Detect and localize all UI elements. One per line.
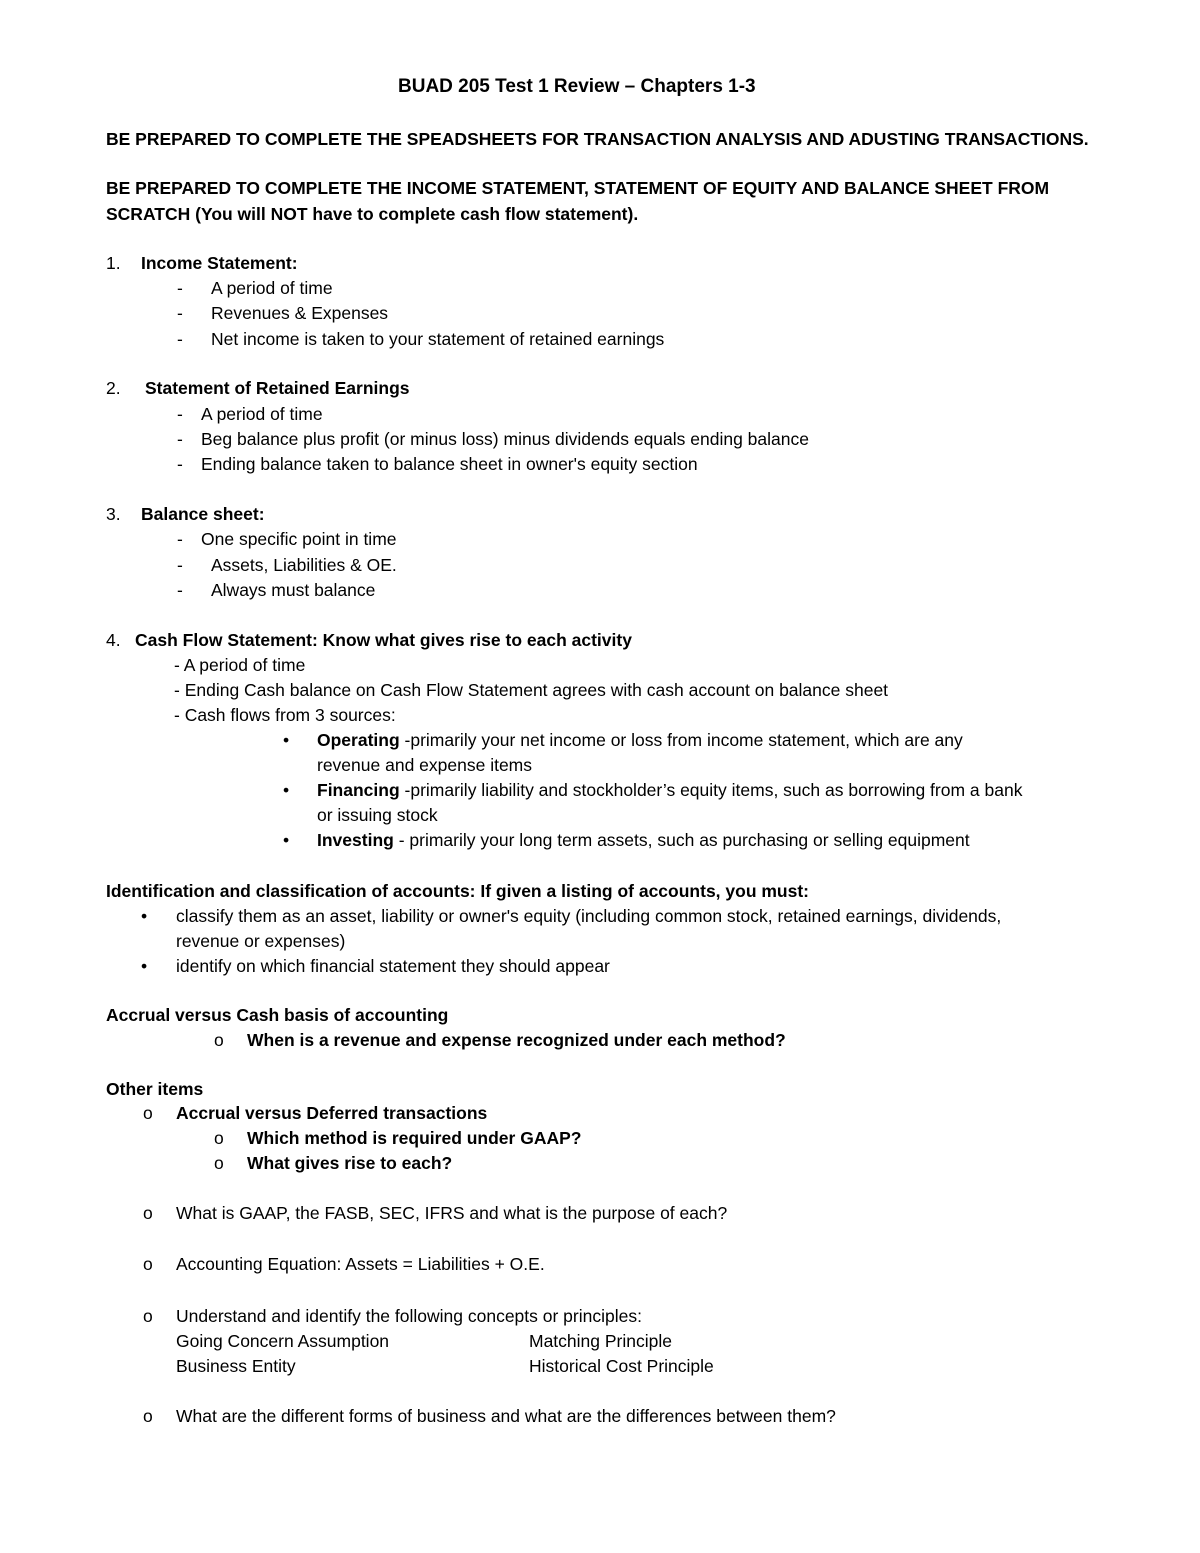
dash-marker: - (177, 580, 183, 600)
bullet-marker: • (141, 906, 148, 926)
concept-item: Business Entity (176, 1356, 296, 1376)
activity-description: -primarily your net income or loss from income statement, which are any (399, 730, 963, 750)
list-item: - A period of time (174, 655, 306, 675)
list-item: - Ending Cash balance on Cash Flow Statement agrees with cash account on balance sheet (174, 680, 889, 700)
list-item: Assets, Liabilities & OE. (211, 555, 397, 575)
list-item: A period of time (211, 278, 333, 298)
circle-marker: o (214, 1128, 224, 1148)
accrual-cash-question: When is a revenue and expense recognized under each method? (247, 1030, 786, 1050)
circle-marker: o (143, 1306, 153, 1326)
accrual-deferred-item: Accrual versus Deferred transactions (176, 1103, 488, 1123)
list-item: One specific point in time (201, 529, 397, 549)
list-item: identify on which financial statement they should appear (176, 956, 610, 976)
page-title: BUAD 205 Test 1 Review – Chapters 1-3 (398, 76, 756, 97)
circle-marker: o (143, 1254, 153, 1274)
dash-marker: - (177, 329, 183, 349)
identification-heading: Identification and classification of accounts: If given a listing of accounts, you must: (106, 881, 810, 901)
section-number: 4. (106, 630, 121, 650)
circle-marker: o (214, 1153, 224, 1173)
bullet-marker: • (283, 830, 290, 850)
list-item: Ending balance taken to balance sheet in owner's equity section (201, 454, 698, 474)
gaap-question: What is GAAP, the FASB, SEC, IFRS and what is the purpose of each? (176, 1203, 728, 1223)
circle-marker: o (214, 1030, 224, 1050)
dash-marker: - (177, 555, 183, 575)
concept-item: Historical Cost Principle (529, 1356, 714, 1376)
list-item: Net income is taken to your statement of retained earnings (211, 329, 665, 349)
activity-description: - primarily your long term assets, such as purchasing or selling equipment (393, 830, 970, 850)
section-number: 2. (106, 378, 121, 398)
activity-operating (317, 729, 963, 751)
dash-marker: - (177, 429, 183, 449)
bullet-marker: • (141, 956, 148, 976)
bullet-marker: • (283, 780, 290, 800)
bullet-marker: • (283, 730, 290, 750)
notice-spreadsheets: BE PREPARED TO COMPLETE THE SPEADSHEETS FOR TRANSACTION ANALYSIS AND ADUSTING TRANSACTIONS. (106, 129, 1089, 149)
dash-marker: - (177, 303, 183, 323)
list-item: revenue or expenses) (176, 931, 346, 951)
activity-description: -primarily liability and stockholder’s equity items, such as borrowing from a bank (399, 780, 1023, 800)
section-heading: Cash Flow Statement: Know what gives rise to each activity (135, 630, 632, 650)
other-items-heading: Other items (106, 1079, 204, 1099)
list-item: Beg balance plus profit (or minus loss) minus dividends equals ending balance (201, 429, 809, 449)
list-item: classify them as an asset, liability or owner's equity (including common stock, retained earnings, dividends, (176, 906, 1002, 926)
sub-question: Which method is required under GAAP? (247, 1128, 582, 1148)
concept-item: Going Concern Assumption (176, 1331, 390, 1351)
activity-investing (317, 829, 970, 851)
activity-name: Investing (317, 830, 394, 850)
concept-item: Matching Principle (529, 1331, 672, 1351)
circle-marker: o (143, 1406, 153, 1426)
section-number: 3. (106, 504, 121, 524)
activity-name: Operating (317, 730, 400, 750)
accounting-equation: Accounting Equation: Assets = Liabilities + O.E. (176, 1254, 545, 1274)
section-heading: Balance sheet: (141, 504, 265, 524)
section-number: 1. (106, 253, 121, 273)
dash-marker: - (177, 404, 183, 424)
list-item: Revenues & Expenses (211, 303, 389, 323)
list-item: A period of time (201, 404, 323, 424)
section-heading: Statement of Retained Earnings (145, 378, 410, 398)
business-forms-question: What are the different forms of business and what are the differences between them? (176, 1406, 836, 1426)
concepts-intro: Understand and identify the following concepts or principles: (176, 1306, 642, 1326)
activity-description-cont: revenue and expense items (317, 755, 532, 775)
list-item: Always must balance (211, 580, 376, 600)
activity-name: Financing (317, 780, 400, 800)
sub-question: What gives rise to each? (247, 1153, 453, 1173)
activity-description-cont: or issuing stock (317, 805, 438, 825)
activity-financing (317, 779, 1022, 801)
accrual-cash-heading: Accrual versus Cash basis of accounting (106, 1005, 449, 1025)
dash-marker: - (177, 529, 183, 549)
circle-marker: o (143, 1103, 153, 1123)
dash-marker: - (177, 454, 183, 474)
section-heading: Income Statement: (141, 253, 298, 273)
dash-marker: - (177, 278, 183, 298)
notice-statements-line2: SCRATCH (You will NOT have to complete cash flow statement). (106, 204, 639, 224)
list-item: - Cash flows from 3 sources: (174, 705, 396, 725)
circle-marker: o (143, 1203, 153, 1223)
notice-statements-line1: BE PREPARED TO COMPLETE THE INCOME STATEMENT, STATEMENT OF EQUITY AND BALANCE SHEET FROM (106, 178, 1050, 198)
